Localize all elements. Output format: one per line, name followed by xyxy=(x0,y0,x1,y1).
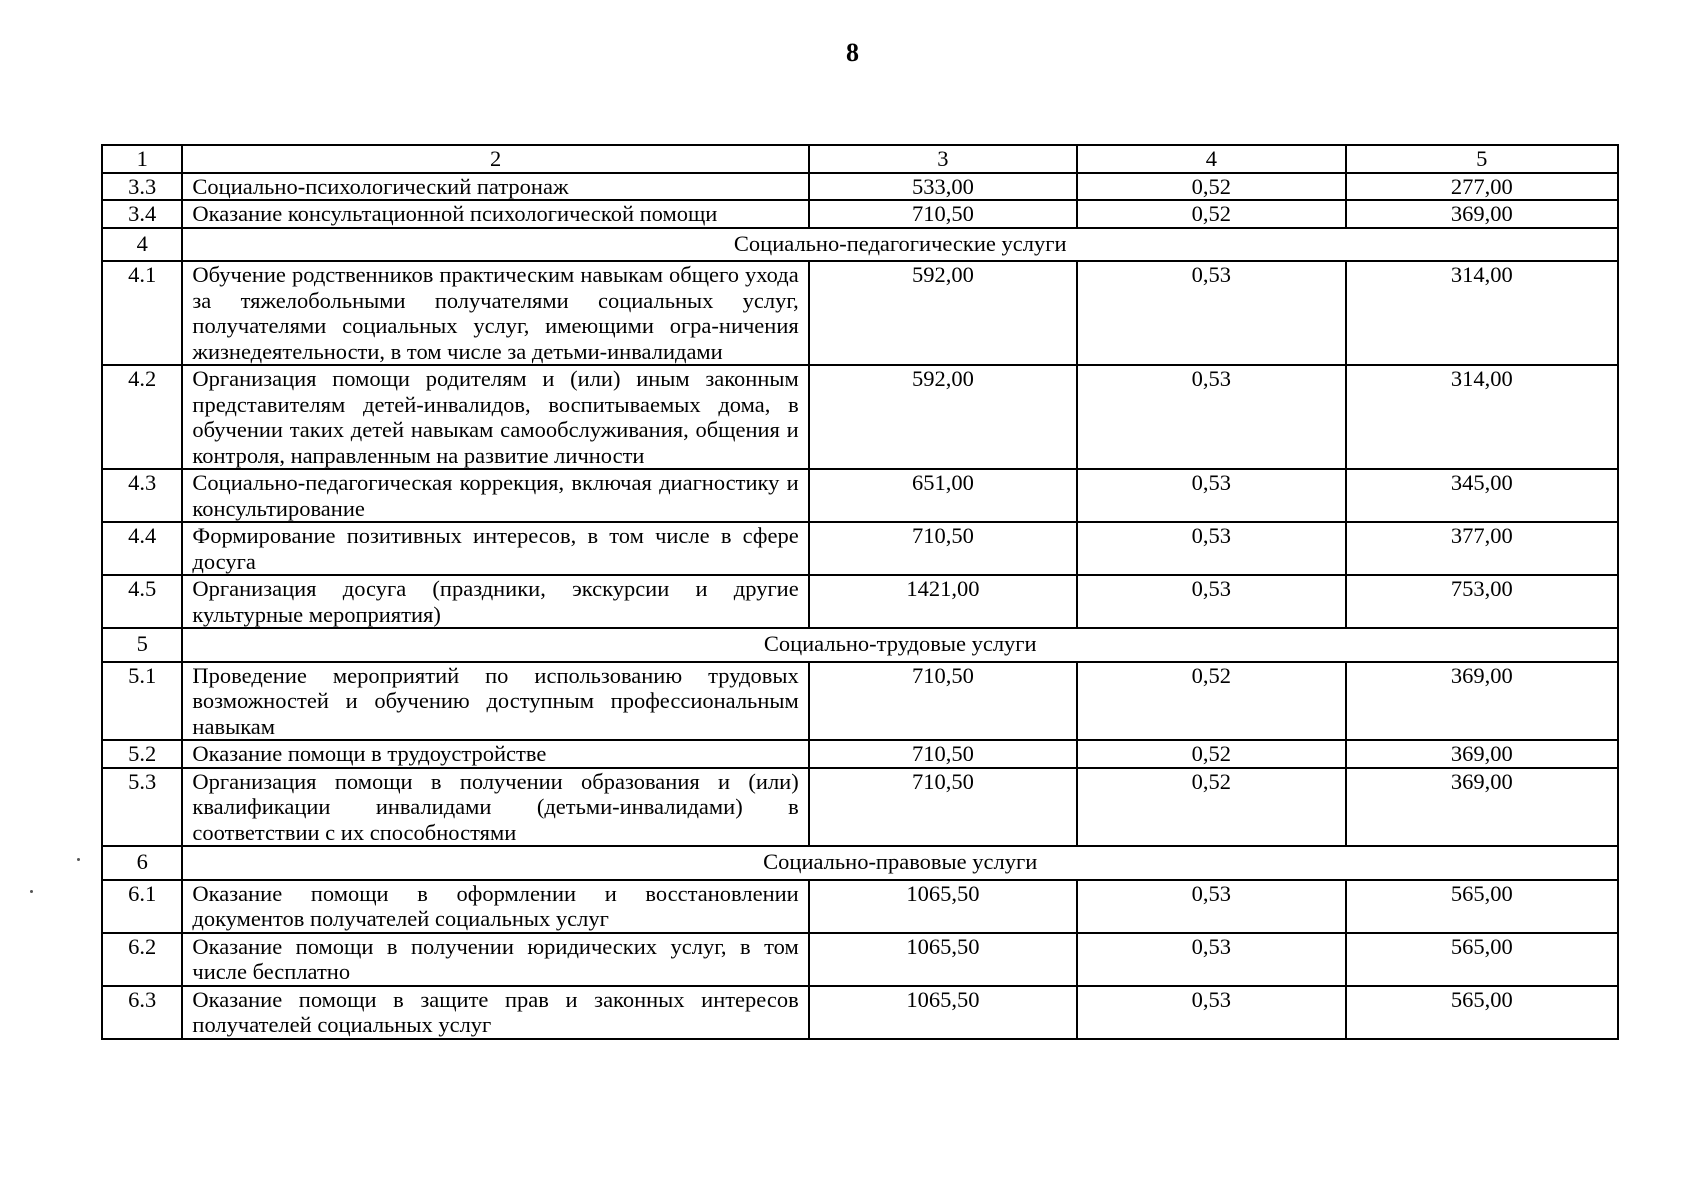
value-col-3: 533,00 xyxy=(809,173,1077,201)
value-col-5: 565,00 xyxy=(1346,986,1618,1039)
section-title: Социально-трудовые услуги xyxy=(182,628,1618,662)
value-col-5: 369,00 xyxy=(1346,662,1618,741)
value-col-5: 753,00 xyxy=(1346,575,1618,628)
table-row xyxy=(102,662,1618,741)
item-number: 4.1 xyxy=(102,261,182,365)
service-name: Социально-психологический патронаж xyxy=(182,173,808,201)
header-cell-3: 3 xyxy=(809,145,1077,173)
value-col-3: 592,00 xyxy=(809,261,1077,365)
value-col-4: 0,52 xyxy=(1077,662,1345,741)
value-col-5: 314,00 xyxy=(1346,365,1618,469)
table-row xyxy=(102,365,1618,469)
value-col-5: 369,00 xyxy=(1346,768,1618,847)
value-col-5: 345,00 xyxy=(1346,469,1618,522)
header-cell-5: 5 xyxy=(1346,145,1618,173)
value-col-4: 0,53 xyxy=(1077,261,1345,365)
value-col-4: 0,53 xyxy=(1077,365,1345,469)
value-col-4: 0,52 xyxy=(1077,200,1345,228)
section-title: Социально-педагогические услуги xyxy=(182,228,1618,262)
service-name: Формирование позитивных интересов, в том числе в сфере досуга xyxy=(182,522,808,575)
services-tariff-table xyxy=(101,144,1619,1040)
header-cell-4: 4 xyxy=(1077,145,1345,173)
value-col-4: 0,52 xyxy=(1077,173,1345,201)
service-name: Оказание помощи в оформлении и восстановлении документов получателей социальных услуг xyxy=(182,880,808,933)
value-col-4: 0,53 xyxy=(1077,880,1345,933)
value-col-3: 710,50 xyxy=(809,200,1077,228)
service-name: Организация помощи родителям и (или) иным законным представителям детей-инвалидов, воспитываемых дома, в обучении таких детей навыкам самообслуживания, общения и контроля, направленным на развитие личности xyxy=(182,365,808,469)
value-col-5: 377,00 xyxy=(1346,522,1618,575)
item-number: 5.1 xyxy=(102,662,182,741)
item-number: 3.3 xyxy=(102,173,182,201)
section-row xyxy=(102,628,1618,662)
table-row xyxy=(102,986,1618,1039)
section-row xyxy=(102,846,1618,880)
value-col-4: 0,53 xyxy=(1077,575,1345,628)
service-name: Обучение родственников практическим навыкам общего ухода за тяжелобольными получателями социальных услуг, получателями социальных услуг, имеющими огра-ничения жизнедеятельности, в том числе за детьми-инвалидами xyxy=(182,261,808,365)
page-number: 8 xyxy=(846,38,859,67)
value-col-5: 369,00 xyxy=(1346,200,1618,228)
service-name: Оказание консультационной психологической помощи xyxy=(182,200,808,228)
table-header-row xyxy=(102,145,1618,173)
section-number: 4 xyxy=(102,228,182,262)
item-number: 6.3 xyxy=(102,986,182,1039)
value-col-4: 0,53 xyxy=(1077,986,1345,1039)
header-cell-2: 2 xyxy=(182,145,808,173)
table-row xyxy=(102,933,1618,986)
item-number: 6.2 xyxy=(102,933,182,986)
item-number: 5.3 xyxy=(102,768,182,847)
item-number: 4.3 xyxy=(102,469,182,522)
value-col-3: 1065,50 xyxy=(809,880,1077,933)
section-number: 5 xyxy=(102,628,182,662)
value-col-4: 0,53 xyxy=(1077,469,1345,522)
value-col-3: 710,50 xyxy=(809,740,1077,768)
section-title: Социально-правовые услуги xyxy=(182,846,1618,880)
section-number: 6 xyxy=(102,846,182,880)
scan-speck xyxy=(77,858,80,861)
value-col-4: 0,53 xyxy=(1077,522,1345,575)
header-cell-1: 1 xyxy=(102,145,182,173)
table-row xyxy=(102,261,1618,365)
value-col-5: 314,00 xyxy=(1346,261,1618,365)
value-col-5: 565,00 xyxy=(1346,933,1618,986)
value-col-5: 565,00 xyxy=(1346,880,1618,933)
item-number: 3.4 xyxy=(102,200,182,228)
value-col-3: 651,00 xyxy=(809,469,1077,522)
table-row xyxy=(102,200,1618,228)
table-row xyxy=(102,173,1618,201)
service-name: Социально-педагогическая коррекция, включая диагностику и консультирование xyxy=(182,469,808,522)
item-number: 5.2 xyxy=(102,740,182,768)
table-row xyxy=(102,575,1618,628)
value-col-3: 1065,50 xyxy=(809,986,1077,1039)
item-number: 4.5 xyxy=(102,575,182,628)
value-col-3: 710,50 xyxy=(809,522,1077,575)
value-col-3: 1421,00 xyxy=(809,575,1077,628)
value-col-5: 369,00 xyxy=(1346,740,1618,768)
service-name: Организация помощи в получении образования и (или) квалификации инвалидами (детьми-инвалидами) в соответствии с их способностями xyxy=(182,768,808,847)
item-number: 4.2 xyxy=(102,365,182,469)
item-number: 4.4 xyxy=(102,522,182,575)
table-row xyxy=(102,880,1618,933)
table-row xyxy=(102,768,1618,847)
service-name: Оказание помощи в получении юридических услуг, в том числе бесплатно xyxy=(182,933,808,986)
item-number: 6.1 xyxy=(102,880,182,933)
service-name: Проведение мероприятий по использованию трудовых возможностей и обучению доступным профессиональным навыкам xyxy=(182,662,808,741)
value-col-4: 0,52 xyxy=(1077,740,1345,768)
value-col-5: 277,00 xyxy=(1346,173,1618,201)
value-col-4: 0,52 xyxy=(1077,768,1345,847)
value-col-3: 1065,50 xyxy=(809,933,1077,986)
value-col-3: 710,50 xyxy=(809,662,1077,741)
table-row xyxy=(102,522,1618,575)
service-name: Оказание помощи в защите прав и законных интересов получателей социальных услуг xyxy=(182,986,808,1039)
table-row xyxy=(102,469,1618,522)
table-row xyxy=(102,740,1618,768)
value-col-4: 0,53 xyxy=(1077,933,1345,986)
service-name: Оказание помощи в трудоустройстве xyxy=(182,740,808,768)
value-col-3: 710,50 xyxy=(809,768,1077,847)
service-name: Организация досуга (праздники, экскурсии и другие культурные мероприятия) xyxy=(182,575,808,628)
scan-speck xyxy=(30,890,33,893)
value-col-3: 592,00 xyxy=(809,365,1077,469)
section-row xyxy=(102,228,1618,262)
